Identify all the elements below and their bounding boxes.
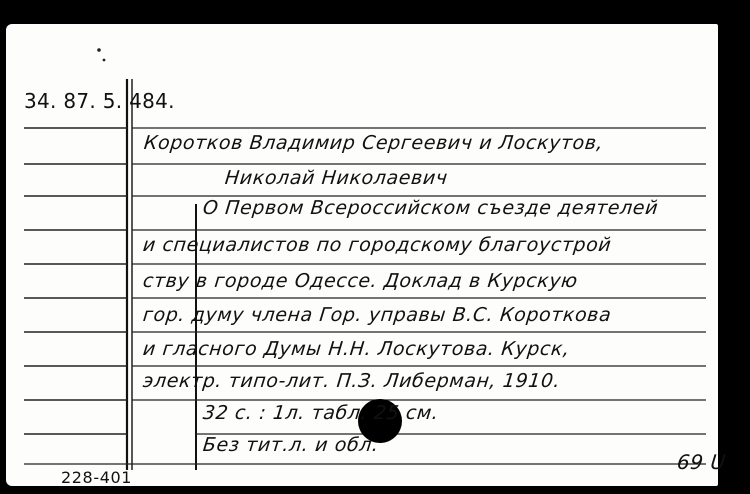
title-line: ству в городе Одессе. Доклад в Курскую xyxy=(141,270,579,292)
author-line-continued: Николай Николаевич xyxy=(223,167,449,189)
title-line: гор. думу члена Гор. управы В.С. Короткова xyxy=(141,304,613,326)
inventory-mark: 69 U xyxy=(675,450,728,474)
catalog-card xyxy=(6,24,728,487)
collation-line: 32 с. : 1л. табл. 25 см. xyxy=(201,402,440,424)
shelf-mark: 228-401 xyxy=(61,468,133,487)
title-line: О Первом Всероссийском съезде деятелей xyxy=(201,197,660,219)
imprint-line: и гласного Думы Н.Н. Лоскутова. Курск, xyxy=(141,338,571,360)
note-line: Без тит.л. и обл. xyxy=(201,434,380,456)
title-line: и специалистов по городскому благоустрой xyxy=(141,234,613,256)
author-line: Коротков Владимир Сергеевич и Лоскутов, xyxy=(142,132,605,154)
classification-number: 34. 87. 5. 484. xyxy=(24,89,175,113)
imprint-line: электр. типо-лит. П.З. Либерман, 1910. xyxy=(141,370,562,392)
